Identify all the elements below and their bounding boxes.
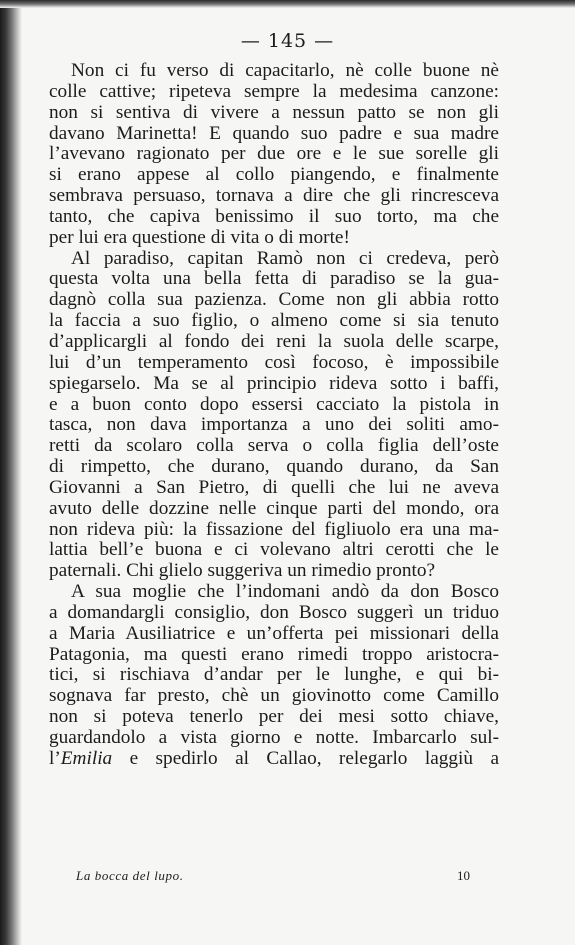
text-line: non rideva più: la fissazione del figliuolo era una ma- xyxy=(49,518,499,540)
text-line: retti da scolaro colla serva o colla figlia dell’oste xyxy=(49,435,499,457)
text-line: l’avevano ragionato per due ore e le sue sorelle gli xyxy=(49,143,499,165)
text-fragment: l’ xyxy=(49,747,61,769)
text-line: per lui era questione di vita o di morte! xyxy=(49,226,350,248)
text-line: lui d’un temperamento così focoso, è impossibile xyxy=(49,351,499,373)
text-line: tanto, che capiva benissimo il suo torto, ma che xyxy=(49,205,499,227)
text-line: tasca, non dava importanza a uno dei soliti amo- xyxy=(49,414,499,436)
text-line: Al paradiso, capitan Ramò non ci credeva, però xyxy=(71,247,499,269)
text-line xyxy=(49,749,499,770)
text-line: colle cattive; ripeteva sempre la medesima canzone: xyxy=(49,80,499,102)
text-line: tici, si rischiava d’andar per le lunghe, e qui bi- xyxy=(49,664,499,686)
text-line: guardandolo a vista giorno e notte. Imbarcarlo sul- xyxy=(49,727,499,748)
text-line: la faccia a suo figlio, o almeno come si sia tenuto xyxy=(49,310,499,332)
text-line: non si sentiva di vivere a nessun patto se non gli xyxy=(49,101,499,123)
text-line: a domandargli consiglio, don Bosco suggerì un triduo xyxy=(49,601,499,623)
footer-book-title: La bocca del lupo. xyxy=(76,868,184,883)
text-line: a Maria Ausiliatrice e un’offerta pei missionari della xyxy=(49,622,499,644)
text-line: Giovanni a San Pietro, di quelli che lui ne aveva xyxy=(49,476,499,498)
text-fragment: e spedirlo al Callao, relegarlo laggiù a xyxy=(112,747,499,769)
text-line: Patagonia, ma questi erano rimedi troppo aristocra- xyxy=(49,643,499,665)
text-line: sembrava persuaso, tornava a dire che gli rincresceva xyxy=(49,185,499,207)
text-line: d’applicargli al fondo dei reni la suola delle scarpe, xyxy=(49,330,499,352)
text-line: si erano appese al collo piangendo, e finalmente xyxy=(49,164,499,186)
text-line: paternali. Chi glielo suggeriva un rimedio pronto? xyxy=(49,560,436,582)
page-number: — 145 — xyxy=(240,30,335,52)
text-line: davano Marinetta! E quando suo padre e sua madre xyxy=(49,122,499,144)
text-line: dagnò colla sua pazienza. Come non gli abbia rotto xyxy=(49,289,499,311)
text-line: Non ci fu verso di capacitarlo, nè colle buone nè xyxy=(71,60,499,81)
page-footer xyxy=(76,868,470,884)
footer-signature-number: 10 xyxy=(457,868,470,883)
italic-ship-name: Emilia xyxy=(60,747,113,769)
text-line: e a buon conto dopo essersi cacciato la pistola in xyxy=(49,393,499,415)
text-line: A sua moglie che l’indomani andò da don Bosco xyxy=(71,581,499,603)
text-line: non si poteva tenerlo per dei mesi sotto chiave, xyxy=(49,706,499,728)
binding-edge xyxy=(0,0,22,945)
text-line: sognava far presto, chè un giovinotto come Camillo xyxy=(49,685,499,707)
body-text xyxy=(49,61,499,770)
text-line: avuto delle dozzine nelle cinque parti del mondo, ora xyxy=(49,497,499,519)
text-line: questa volta una bella fetta di paradiso se la gua- xyxy=(49,268,499,290)
top-edge xyxy=(0,0,575,8)
text-line: di rimpetto, che durano, quando durano, da San xyxy=(49,456,499,478)
text-line: lattia bell’e buona e ci volevano altri cerotti che le xyxy=(49,539,499,561)
text-line: spiegarselo. Ma se al principio rideva sotto i baffi, xyxy=(49,372,499,394)
